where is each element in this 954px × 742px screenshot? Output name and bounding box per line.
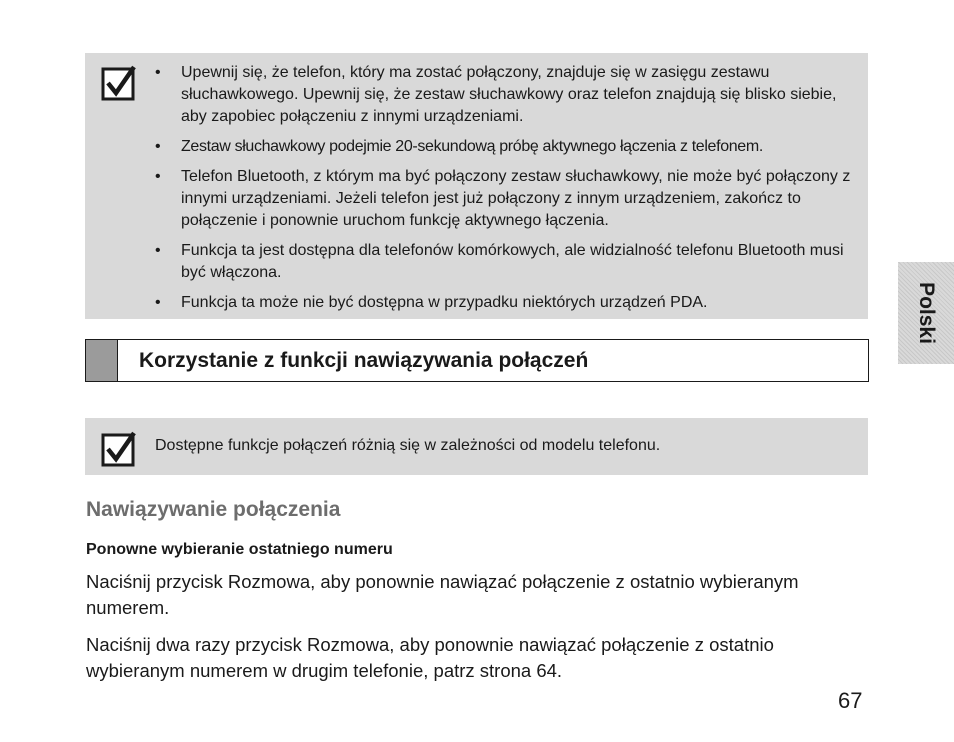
note-text: Dostępne funkcje połączeń różnią się w zależności od modelu telefonu. xyxy=(155,437,661,454)
section-title: Korzystanie z funkcji nawiązywania połączeń xyxy=(139,349,589,372)
language-tab-label: Polski xyxy=(915,282,938,344)
list-item: • Zestaw słuchawkowy podejmie 20-sekundową próbę aktywnego łączenia z telefonem. xyxy=(155,136,860,158)
list-item: • Funkcja ta może nie być dostępna w przypadku niektórych urządzeń PDA. xyxy=(155,292,860,314)
checkbox-checked-icon xyxy=(101,65,137,101)
list-item: • Funkcja ta jest dostępna dla telefonów komórkowych, ale widzialność telefonu Bluetooth musi być włączona. xyxy=(155,240,860,284)
note-box-feature-availability xyxy=(85,418,868,475)
page-number: 67 xyxy=(838,688,863,713)
section-header-accent xyxy=(86,340,118,381)
subheading: Nawiązywanie połączenia xyxy=(86,498,341,521)
checkbox-checked-icon xyxy=(101,431,137,467)
language-tab xyxy=(898,262,954,364)
note-box-connection-tips xyxy=(85,53,868,319)
paragraph: Naciśnij przycisk Rozmowa, aby ponownie nawiązać połączenie z ostatnio wybieranym numerem. xyxy=(86,571,799,618)
paragraph: Naciśnij dwa razy przycisk Rozmowa, aby ponownie nawiązać połączenie z ostatnio wybieranym numerem w drugim telefonie, patrz strona 64. xyxy=(86,634,774,681)
section-header xyxy=(85,339,869,382)
list-item: • Telefon Bluetooth, z którym ma być połączony zestaw słuchawkowy, nie może być połączony z innymi urządzeniami. Jeżeli telefon jest już połączony z innym urządzeniem, zakończ to połączenie i ponownie uruchom funkcję aktywnego łączenia. xyxy=(155,166,860,232)
tips-list xyxy=(155,62,860,322)
list-item: • Upewnij się, że telefon, który ma zostać połączony, znajduje się w zasięgu zestawu słuchawkowego. Upewnij się, że zestaw słuchawkowy oraz telefon znajdują się blisko siebie, aby zapobiec połączeniu z innymi urządzeniami. xyxy=(155,62,860,128)
subsubheading: Ponowne wybieranie ostatniego numeru xyxy=(86,541,393,558)
